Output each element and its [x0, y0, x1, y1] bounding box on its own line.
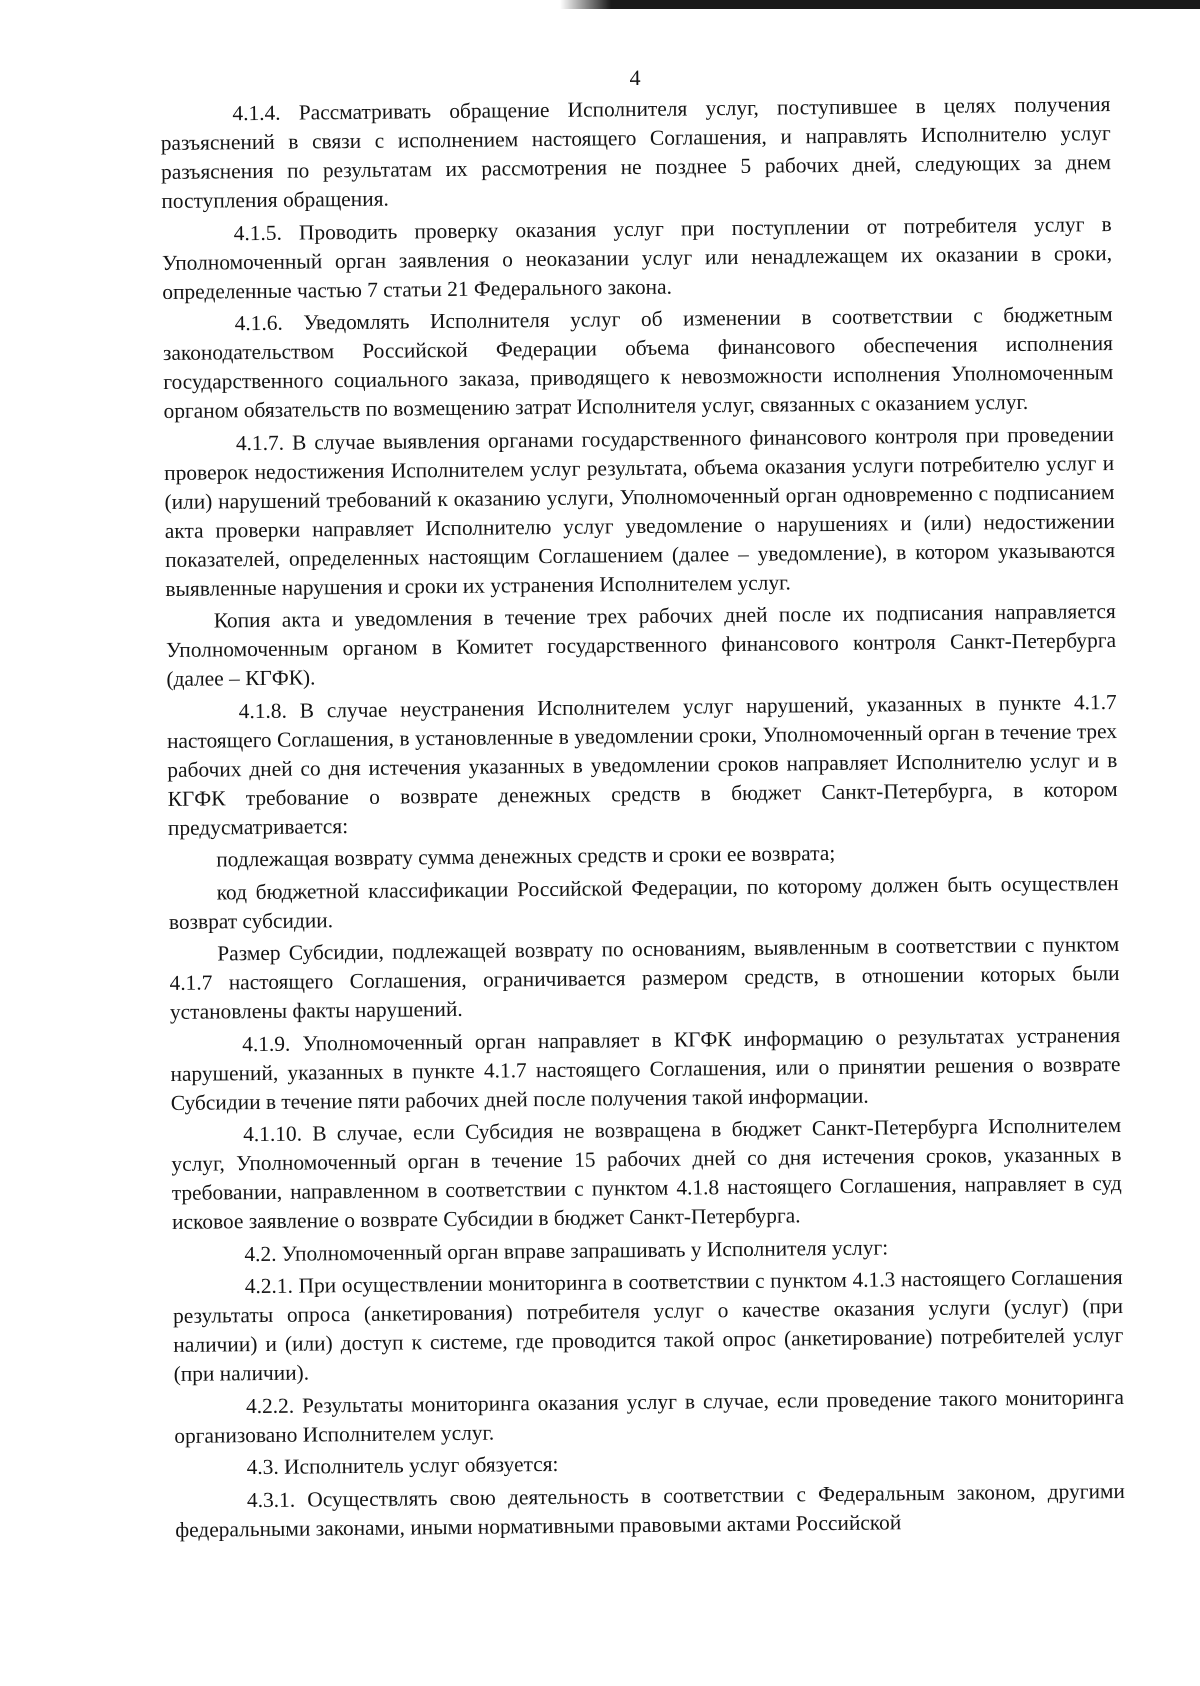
list-item-budget-code: код бюджетной классификации Российской Федерации, по которому должен быть осуществлен возврат субсидии.: [168, 870, 1119, 934]
document-page: [160, 60, 1125, 1548]
clause-4-1-4: 4.1.4. Рассматривать обращение Исполнителя услуг, поступившее в целях получения разъяснений в связи с исполнением настоящего Соглашения, и направлять Исполнителю услуг разъяснения по результатам их рассмотрения не позднее 5 рабочих дней, следующих за днем поступления обращения.: [160, 92, 1112, 213]
clause-4-2-2: 4.2.2. Результаты мониторинга оказания услуг в случае, если проведение такого мониторинга организовано Исполнителем услуг.: [174, 1384, 1125, 1448]
clause-4-2: 4.2. Уполномоченный орган вправе запрашивать у Исполнителя услуг:: [244, 1234, 889, 1266]
clause-4-1-10: 4.1.10. В случае, если Субсидия не возвращена в бюджет Санкт-Петербурга Исполнителем услуг, Уполномоченный орган в течение 15 рабочих дней со дня истечения сроков, указанных в требовании, направленном в соответствии с пунктом 4.1.8 настоящего Соглашения, направляет в суд исковое заявление о возврате Субсидии в бюджет Санкт-Петербурга.: [171, 1112, 1122, 1234]
scan-edge-shadow: [560, 0, 1200, 9]
list-item-refund-amount: подлежащая возврату сумма денежных средств и сроки ее возврата;: [216, 840, 836, 872]
clause-4-3: 4.3. Исполнитель услуг обязуется:: [246, 1451, 559, 1480]
page-number: 4: [629, 64, 641, 91]
clause-4-1-8: 4.1.8. В случае неустранения Исполнителем услуг нарушений, указанных в пункте 4.1.7 настоящего Соглашения, в установленные в уведомлении сроки, Уполномоченный орган в течение трех рабочих дней со дня истечения указанных в уведомлении сроков направляет Исполнителю услуг и в КГФК требование о возврате денежных средств в бюджет Санкт-Петербурга, в котором предусматривается:: [166, 689, 1118, 840]
subsidy-size-paragraph: Размер Субсидии, подлежащей возврату по основаниям, выявленным в соответствии с пунктом 4.1.7 настоящего Соглашения, ограничивается размером средств, в отношении которых были установлены факты нарушений.: [169, 932, 1120, 1024]
clause-4-1-7: 4.1.7. В случае выявления органами государственного финансового контроля при проведении проверок недостижения Исполнителем услуг результата, объема оказания услуги потребителю услуг и (или) нарушений требований к оказанию услуги, Уполномоченный орган одновременно с подписанием акта проверки направляет Исполнителю услуг уведомление о нарушениях и (или) недостижении показателей, определенных настоящим Соглашением (далее – уведомление), в котором указываются выявленные нарушения и сроки их устранения Исполнителем услуг.: [164, 421, 1116, 601]
act-copy-paragraph: Копия акта и уведомления в течение трех рабочих дней после их подписания направляется Уполномоченным органом в Комитет государственного финансового контроля Санкт-Петербурга (далее – КГФК).: [165, 599, 1117, 691]
clause-4-1-6: 4.1.6. Уведомлять Исполнителя услуг об изменении в соответствии с бюджетным законодательством Российской Федерации объема финансового обеспечения исполнения государственного социального заказа, приводящего к невозможности исполнения Уполномоченным органом обязательств по возмещению затрат Исполнителя услуг, связанных с оказанием услуг.: [162, 302, 1114, 423]
clause-4-2-1: 4.2.1. При осуществлении мониторинга в соответствии с пунктом 4.1.3 настоящего Соглашения результаты опроса (анкетирования) потребителя услуг о качестве оказания услуги (услуг) (при наличии) и (или) доступ к системе, где проводится такой опрос (анкетирование) потребителей услуг (при наличии).: [172, 1264, 1124, 1386]
clause-4-3-1: 4.3.1. Осуществлять свою деятельность в соответствии с Федеральным законом, другими федеральными законами, иными нормативными правовыми актами Российской: [175, 1478, 1126, 1542]
clause-4-1-5: 4.1.5. Проводить проверку оказания услуг при поступлении от потребителя услуг в Уполномоченный орган заявления о неоказании услуг или ненадлежащем их оказании в сроки, определенные частью 7 статьи 21 Федерального закона.: [161, 211, 1113, 304]
clause-4-1-9: 4.1.9. Уполномоченный орган направляет в КГФК информацию о результатах устранения нарушений, указанных в пункте 4.1.7 настоящего Соглашения, или о принятии решения о возврате Субсидии в течение пяти рабочих дней после получения такой информации.: [170, 1022, 1121, 1115]
